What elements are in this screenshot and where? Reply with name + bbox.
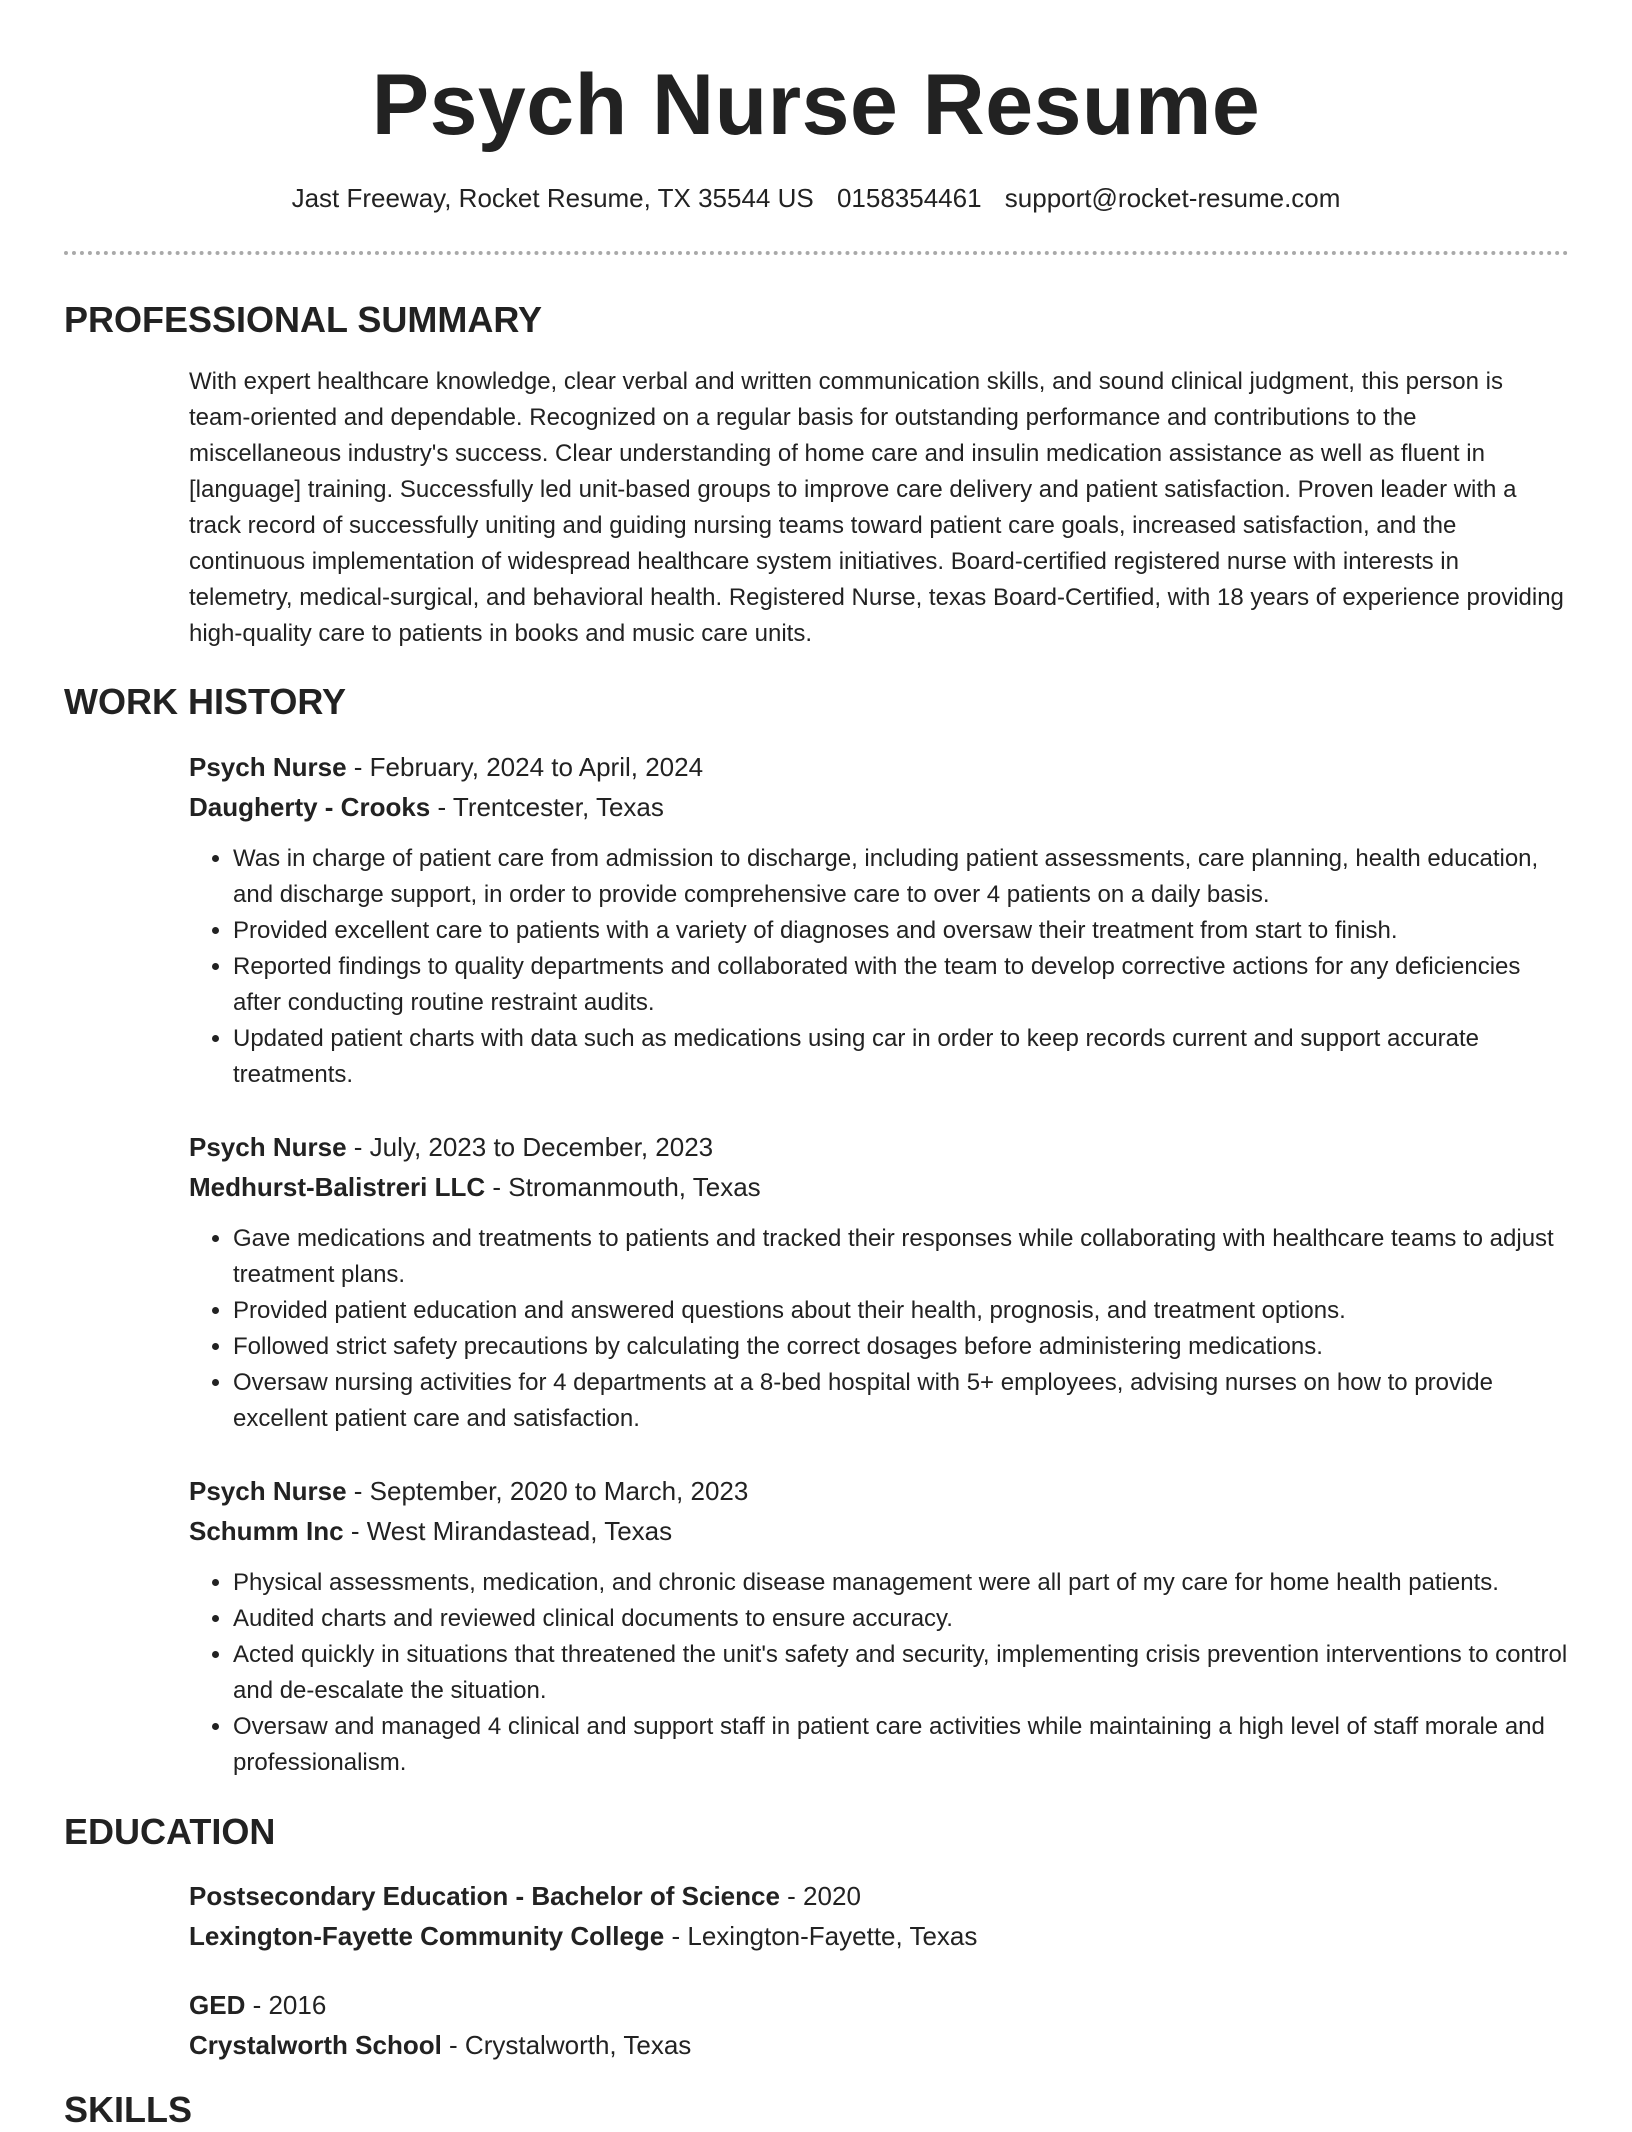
work-history-heading: WORK HISTORY [64, 681, 347, 722]
education-school: Crystalworth School [189, 2030, 442, 2060]
education-heading: EDUCATION [64, 1811, 276, 1852]
job-bullet: • Provided patient education and answered questions about their health, prognosis, and treatment options. [233, 1293, 1569, 1329]
education-year: - 2016 [245, 1990, 327, 2020]
job-bullet: • Gave medications and treatments to patients and tracked their responses while collaborating with healthcare teams to adjust treatment plans. [233, 1221, 1569, 1293]
header-divider [64, 251, 1569, 255]
job-bullet: • Updated patient charts with data such as medications using car in order to keep records current and support accurate treatments. [233, 1021, 1569, 1093]
education-degree: GED [189, 1990, 246, 2020]
contact-email: support@rocket-resume.com [1004, 183, 1341, 213]
job-location: - Trentcester, Texas [430, 792, 664, 822]
job-company-line [189, 787, 1569, 827]
job-location: - Stromanmouth, Texas [485, 1172, 761, 1202]
job-bullet: • Oversaw and managed 4 clinical and support staff in patient care activities while maintaining a high level of staff morale and professionalism. [233, 1709, 1569, 1781]
education-degree-line [189, 1876, 1569, 1916]
job-bullet: • Followed strict safety precautions by calculating the correct dosages before administering medications. [233, 1329, 1569, 1365]
skills-heading: SKILLS [64, 2089, 193, 2130]
job-title: Psych Nurse [189, 1476, 347, 1506]
education-degree: Postsecondary Education - Bachelor of Science [189, 1881, 780, 1911]
education-entry [189, 1876, 1569, 1956]
job-title-line [189, 747, 1569, 787]
job-bullet: • Physical assessments, medication, and chronic disease management were all part of my care for home health patients. [233, 1565, 1569, 1601]
job-title-line [189, 1471, 1569, 1511]
job-dates: - February, 2024 to April, 2024 [346, 752, 704, 782]
job-title: Psych Nurse [189, 1132, 347, 1162]
job-dates: - July, 2023 to December, 2023 [346, 1132, 714, 1162]
job-company-line [189, 1511, 1569, 1551]
education-school-line [189, 1916, 1569, 1956]
education-degree-line [189, 1985, 1569, 2025]
job-title: Psych Nurse [189, 752, 347, 782]
job-bullet: • Audited charts and reviewed clinical documents to ensure accuracy. [233, 1601, 1569, 1637]
job-bullet: • Acted quickly in situations that threatened the unit's safety and security, implementing crisis prevention interventions to control and de-escalate the situation. [233, 1637, 1569, 1709]
job-location: - West Mirandastead, Texas [343, 1516, 673, 1546]
job-bullets [189, 841, 1569, 1093]
contact-phone: 0158354461 [836, 183, 982, 213]
education-location: - Crystalworth, Texas [441, 2030, 692, 2060]
job-bullet: • Provided excellent care to patients with a variety of diagnoses and oversaw their treatment from start to finish. [233, 913, 1569, 949]
job-dates: - September, 2020 to March, 2023 [346, 1476, 749, 1506]
education-entry [189, 1985, 1569, 2065]
job-entry [189, 1127, 1569, 1437]
job-company: Daugherty - Crooks [189, 792, 431, 822]
job-bullet: • Was in charge of patient care from admission to discharge, including patient assessments, care planning, health education, and discharge support, in order to provide comprehensive care to over 4 patients on a daily basis. [233, 841, 1569, 913]
job-bullet: • Oversaw nursing activities for 4 departments at a 8-bed hospital with 5+ employees, advising nurses on how to provide excellent patient care and satisfaction. [233, 1365, 1569, 1437]
contact-line [0, 180, 1632, 216]
contact-address: Jast Freeway, Rocket Resume, TX 35544 US [291, 183, 814, 213]
summary-text: With expert healthcare knowledge, clear verbal and written communication skills, and sound clinical judgment, this person is team-oriented and dependable. Recognized on a regular basis for outstanding performance and contributions to the miscellaneous industry's success. Clear understanding of home care and insulin medication assistance as well as fluent in [language] training. Successfully led unit-based groups to improve care delivery and patient satisfaction. Proven leader with a track record of successfully uniting and guiding nursing teams toward patient care goals, increased satisfaction, and the continuous implementation of widespread healthcare system initiatives. Board-certified registered nurse with interests in telemetry, medical-surgical, and behavioral health. Registered Nurse, texas Board-Certified, with 18 years of experience providing high-quality care to patients in books and music care units. [189, 368, 1564, 647]
education-school-line [189, 2025, 1569, 2065]
job-title-line [189, 1127, 1569, 1167]
summary-heading: PROFESSIONAL SUMMARY [64, 299, 543, 340]
education-school: Lexington-Fayette Community College [189, 1921, 665, 1951]
job-bullets [189, 1221, 1569, 1437]
job-company: Medhurst-Balistreri LLC [189, 1172, 486, 1202]
job-entry [189, 1471, 1569, 1781]
job-bullet: • Reported findings to quality departments and collaborated with the team to develop corrective actions for any deficiencies after conducting routine restraint audits. [233, 949, 1569, 1021]
education-location: - Lexington-Fayette, Texas [664, 1921, 978, 1951]
job-entry [189, 747, 1569, 1093]
job-company-line [189, 1167, 1569, 1207]
job-company: Schumm Inc [189, 1516, 344, 1546]
job-bullets [189, 1565, 1569, 1781]
education-year: - 2020 [779, 1881, 861, 1911]
resume-title: Psych Nurse Resume [371, 57, 1261, 153]
